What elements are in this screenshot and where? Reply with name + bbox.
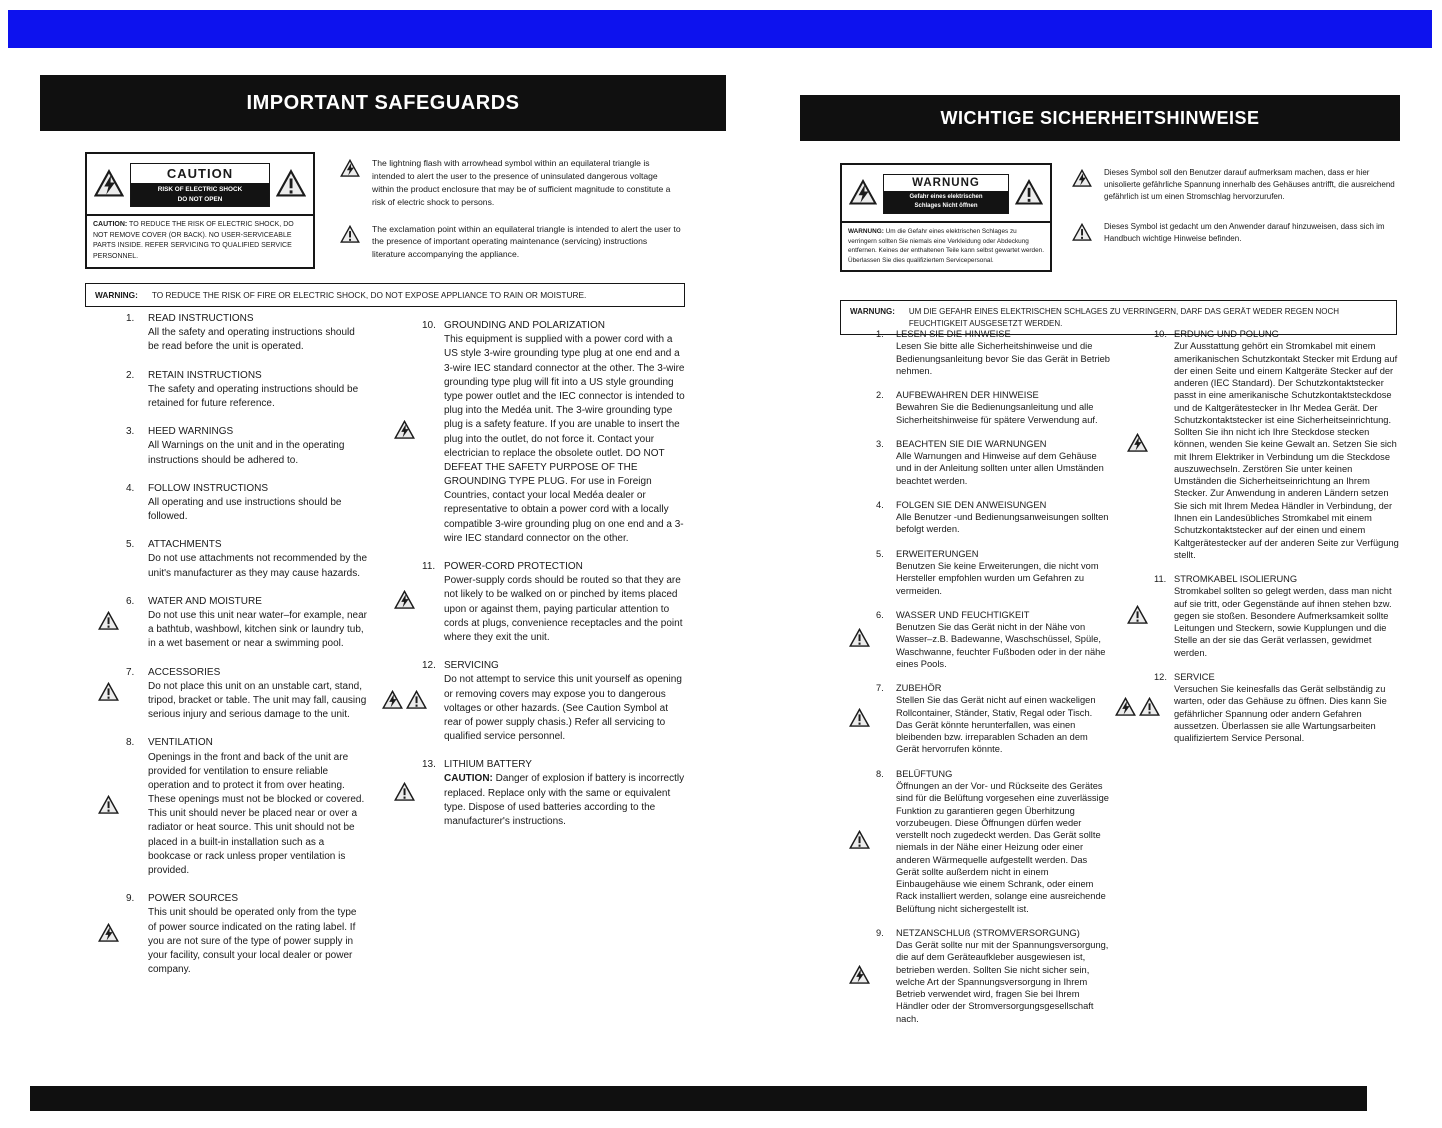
warning-icons <box>90 892 126 977</box>
instruction-number: 4. <box>876 499 884 510</box>
caution-note <box>87 214 313 267</box>
warning-banner-en <box>85 283 685 307</box>
instruction-item <box>842 328 1110 377</box>
instruction-number: 9. <box>876 927 884 938</box>
instruction-heading <box>126 369 367 383</box>
english-page-title: IMPORTANT SAFEGUARDS <box>246 91 520 114</box>
instruction-body: Stellen Sie das Gerät nicht auf einen wackeligen Rollcontainer, Ständer, Stativ, Regal oder Tisch. Das Gerät könnte herunterfallen, was einen bleibenden bzw. irreparablen Schaden an dem Gerät hervorrufen könnte. <box>896 695 1096 755</box>
instruction-number: 5. <box>126 539 135 551</box>
instruction-heading <box>422 758 688 772</box>
instruction-body: Alle Benutzer -und Bedienungsanweisungen sollten befolgt werden. <box>896 512 1109 535</box>
instruction-heading <box>1154 328 1400 340</box>
caution-strip-line: RISK OF ELECTRIC SHOCK <box>157 186 243 193</box>
exclamation-triangle-icon <box>1072 223 1092 246</box>
icon-spacer <box>842 438 876 487</box>
lightning-triangle-icon <box>98 923 119 947</box>
exclamation-triangle-icon <box>98 682 119 706</box>
caution-strip <box>131 183 269 206</box>
instruction-number: 13. <box>422 759 436 771</box>
instruction-number: 10. <box>1154 329 1167 339</box>
instruction-number: 3. <box>876 438 884 449</box>
icon-spacer <box>842 389 876 426</box>
instructions-column-2-de <box>1120 328 1400 757</box>
warning-banner-label: WARNING: <box>95 290 138 300</box>
instruction-item <box>90 369 367 412</box>
instruction-title: LESEN SIE DIE HINWEISE <box>896 329 1011 339</box>
instruction-title: ATTACHMENTS <box>148 539 222 551</box>
caution-strip-line: DO NOT OPEN <box>177 195 223 203</box>
warning-icons <box>90 736 126 878</box>
instruction-heading <box>876 389 1110 401</box>
instruction-item <box>842 768 1110 915</box>
icon-spacer <box>90 482 126 525</box>
caution-word: WARNUNG <box>912 177 980 189</box>
instruction-body: All Warnings on the unit and in the operating instructions should be adhered to. <box>148 440 345 466</box>
instruction-heading <box>126 538 367 552</box>
instruction-number: 8. <box>876 768 884 779</box>
instruction-body: This equipment is supplied with a power cord with a US style 3-wire grounding type plug at one end and a 3-wire IEC standard connector at the other. The 3-wire grounding type plug will fit into a US style grounding type power outlet and the IEC connector is intended to plug into the Medéa unit. The 3-wire grounding type plug is a safety feature. If you are unable to insert the plug into the outlet, do not force it. Contact your electrician to replace the obsolete outlet. DO NOT DEFEAT THE SAFETY PURPOSE OF THE GROUNDING TYPE PLUG. For use in Foreign Countries, contact your local Medéa dealer or representative to obtain a power cord with a locally compatible 3-wire grounding plug on one end and a 3-wire IEC standard connector on the other. <box>444 334 685 544</box>
instruction-body: Benutzen Sie keine Erweiterungen, die nicht vom Hersteller empfohlen wurden um Gefahren zu vermeiden. <box>896 560 1099 596</box>
instruction-item <box>90 666 367 723</box>
instruction-item <box>1120 328 1400 561</box>
caution-note-text: TO REDUCE THE RISK OF ELECTRIC SHOCK, DO NOT REMOVE COVER (OR BACK). NO USER-SERVICEABLE PARTS INSIDE. REFER SERVICING TO QUALIFIED SERVICE PERSONNEL. <box>93 221 294 260</box>
instruction-body: Versuchen Sie keinesfalls das Gerät selbständig zu warten, oder das Gehäuse zu öffnen. Dies kann Sie gefährlicher Spannung oder andern Gefahren aussetzen. Überlassen sie alle Wartungsarbeiten qualifiziertem Service Personal. <box>1174 684 1387 744</box>
instruction-heading <box>876 768 1110 780</box>
instruction-body: Das Gerät sollte nur mit der Spannungsversorgung, die auf dem Geräteaufkleber ausgewiesen ist, betrieben werden. Sollten Sie nicht sicher sein, welche Art der Spannungsversorgung in Ihrem Betrieb verwendet wird, fragen Sie bei Ihrem Händler oder der Stromversorgungsgesellschaft nach. <box>896 940 1109 1024</box>
instruction-heading <box>876 328 1110 340</box>
instruction-heading <box>876 499 1110 511</box>
caution-center <box>130 163 270 207</box>
warning-icons <box>386 560 422 645</box>
instruction-body: Do not use this unit near water–for example, near a bathtub, washbowl, kitchen sink or laundry tub, in a wet basement or near a swimming pool. <box>148 610 368 650</box>
instruction-title: ACCESSORIES <box>148 666 221 678</box>
instruction-number: 1. <box>876 329 884 339</box>
caution-box-top <box>87 154 313 214</box>
warning-banner-text: UM DIE GEFAHR EINES ELEKTRISCHEN SCHLAGES ZU VERRINGERN, DARF DAS GERÄT WEDER REGEN NOCH FEUCHTIGKEIT AUSGESETZT WERDEN. <box>908 307 1340 328</box>
instruction-heading <box>126 425 367 439</box>
english-title-bar <box>40 75 726 131</box>
caution-box-top <box>842 165 1050 221</box>
instruction-body: Do not attempt to service this unit yourself as opening or removing covers may expose you to dangerous voltages or other hazards. (See Caution Symbol at rear of power supply chasis.) Refer all servicing to qualified service personnel. <box>444 674 682 743</box>
instruction-title: POWER-CORD PROTECTION <box>444 561 583 572</box>
instruction-title: SERVICE <box>1174 671 1215 682</box>
instruction-heading <box>126 482 367 496</box>
instruction-item <box>842 609 1110 670</box>
instruction-title: ERWEITERUNGEN <box>896 548 979 559</box>
instruction-item <box>1120 573 1400 659</box>
instruction-title: LITHIUM BATTERY <box>444 759 532 771</box>
instruction-body: Bewahren Sie die Bedienungsanleitung und alle Sicherheitshinweise für spätere Verwendung auf. <box>896 402 1098 425</box>
instruction-heading <box>422 319 688 333</box>
bottom-black-bar <box>30 1086 1367 1111</box>
caution-box-de <box>840 163 1052 272</box>
symbol-note <box>1072 221 1398 246</box>
icon-spacer <box>90 425 126 468</box>
exclamation-triangle-icon <box>849 830 870 852</box>
icon-spacer <box>90 369 126 412</box>
instruction-body: Do not place this unit on an unstable cart, stand, tripod, bracket or table. The unit may fall, causing serious injury and serious damage to the unit. <box>148 680 367 721</box>
warning-banner-text: TO REDUCE THE RISK OF FIRE OR ELECTRIC SHOCK, DO NOT EXPOSE APPLIANCE TO RAIN OR MOISTURE. <box>151 290 587 300</box>
caution-note-label: WARNUNG: <box>848 228 884 235</box>
warning-icons <box>842 609 876 670</box>
icon-spacer <box>842 548 876 597</box>
symbol-notes-de <box>1072 167 1398 264</box>
instruction-title: POWER SOURCES <box>148 893 239 905</box>
instruction-title: BEACHTEN SIE DIE WARNUNGEN <box>896 438 1047 449</box>
instruction-item <box>1120 671 1400 745</box>
instruction-body-label: CAUTION: <box>444 773 496 785</box>
lightning-triangle-icon <box>340 159 360 209</box>
lightning-triangle-icon <box>394 420 415 444</box>
instruction-number: 3. <box>126 426 135 438</box>
instruction-heading <box>876 682 1110 694</box>
instruction-item <box>386 319 688 546</box>
caution-note-text: Um die Gefahr eines elektrischen Schlages zu verringern sollten Sie niemals eine Verkleidung oder Abdeckung entfernen. Keines der enthaltenen Teile kann selbst gewartet werden. Überlassen Sie dies qualifiziertem Servicepersonal. <box>848 228 1044 264</box>
instruction-number: 12. <box>422 660 436 672</box>
instruction-heading <box>1154 573 1400 585</box>
instruction-body: Lesen Sie bitte alle Sicherheitshinweise und die Bedienungsanleitung bevor Sie das Gerät in Betrieb nehmen. <box>896 341 1110 376</box>
instruction-number: 5. <box>876 548 884 559</box>
symbol-note <box>1072 167 1398 203</box>
caution-strip-line: Gefahr eines elektrischen <box>909 194 983 200</box>
lightning-triangle-icon <box>394 590 415 614</box>
symbol-note-text: The lightning flash with arrowhead symbol within an equilateral triangle is intended to alert the user to the presence of uninsulated dangerous voltage within the product enclosure that may be of sufficient magnitude to constitute a risk of electric shock to persons. <box>372 158 671 207</box>
instructions-column-2-en <box>386 319 688 843</box>
instruction-item <box>386 659 688 744</box>
warning-icons <box>1120 328 1154 561</box>
instruction-number: 6. <box>876 609 884 620</box>
instruction-item <box>90 425 367 468</box>
instruction-item <box>90 482 367 525</box>
exclamation-triangle-icon <box>394 782 415 806</box>
exclamation-triangle-icon <box>98 795 119 819</box>
german-title-bar <box>800 95 1400 141</box>
instruction-number: 2. <box>126 369 135 381</box>
instruction-item <box>842 548 1110 597</box>
warning-icons <box>842 682 876 756</box>
instruction-body: All the safety and operating instructions should be read before the unit is operated. <box>148 327 355 353</box>
exclamation-triangle-icon <box>340 225 360 262</box>
exclamation-triangle-icon <box>849 628 870 650</box>
instruction-item <box>386 758 688 829</box>
instruction-item <box>386 560 688 645</box>
lightning-triangle-icon <box>849 179 877 210</box>
icon-spacer <box>842 499 876 536</box>
instruction-item <box>90 736 367 878</box>
instruction-title: HEED WARNINGS <box>148 426 234 438</box>
instruction-heading <box>1154 671 1400 683</box>
instruction-body: The safety and operating instructions should be retained for future reference. <box>148 383 359 409</box>
instruction-number: 10. <box>422 320 436 331</box>
lightning-triangle-icon <box>1127 433 1148 455</box>
instruction-title: NETZANSCHLUß (STROMVERSORGUNG) <box>896 927 1080 938</box>
english-panel <box>40 75 726 1070</box>
instruction-body: CAUTION: Danger of explosion if battery is incorrectly replaced. Replace only with the same or equivalent type. Dispose of used batteries according to the manufacturer's instructions. <box>444 773 685 827</box>
instruction-item <box>90 892 367 977</box>
instruction-item <box>842 499 1110 536</box>
caution-box-en <box>85 152 315 269</box>
lightning-triangle-icon <box>1072 169 1092 203</box>
lightning-triangle-icon <box>849 965 870 987</box>
instruction-body: Openings in the front and back of the unit are provided for ventilation to ensure reliable operation and to protect it from over heating. These openings must not be blocked or covered. This unit should never be placed near or over a radiator or heat source. This unit should not be placed in a built-in installation such as a bookcase or rack unless proper ventilation is provided. <box>148 751 365 876</box>
instruction-body: Power-supply cords should be routed so that they are not likely to be walked on or pinched by items placed upon or against them, paying particular attention to cords at plugs, convenience receptacles and the point where they exit the unit. <box>444 575 683 643</box>
instruction-title: SERVICING <box>444 660 499 672</box>
symbol-notes-en <box>340 157 682 275</box>
instruction-title: FOLLOW INSTRUCTIONS <box>148 482 269 494</box>
exclamation-triangle-icon <box>276 169 306 202</box>
warning-icons <box>90 595 126 652</box>
instruction-number: 7. <box>126 666 135 678</box>
instruction-number: 8. <box>126 737 135 749</box>
instruction-heading <box>126 666 367 680</box>
instruction-item <box>90 595 367 652</box>
caution-word: CAUTION <box>166 166 234 181</box>
icon-spacer <box>90 312 126 355</box>
instruction-title: STROMKABEL ISOLIERUNG <box>1174 574 1298 585</box>
warning-banner-label: WARNUNG: <box>850 307 895 316</box>
instruction-heading <box>422 659 688 673</box>
instruction-item <box>90 538 367 581</box>
instruction-title: WASSER UND FEUCHTIGKEIT <box>896 609 1030 620</box>
instruction-title: BELÜFTUNG <box>896 768 953 779</box>
instruction-item <box>842 682 1110 756</box>
instruction-title: ERDUNG UND POLUNG <box>1174 329 1279 339</box>
instructions-column-1-de <box>842 328 1110 1037</box>
lightning-triangle-icon <box>1115 697 1136 719</box>
warning-icons <box>842 768 876 915</box>
icon-spacer <box>90 538 126 581</box>
symbol-note <box>340 157 682 209</box>
warning-icons <box>1120 671 1154 745</box>
instructions-column-1-en <box>90 312 367 991</box>
instruction-number: 11. <box>1154 574 1167 585</box>
warning-icons <box>842 927 876 1025</box>
instruction-heading <box>422 560 688 574</box>
instruction-title: ZUBEHÖR <box>896 683 942 694</box>
exclamation-triangle-icon <box>1127 605 1148 627</box>
instruction-title: WATER AND MOISTURE <box>148 595 262 607</box>
instruction-body: Stromkabel sollten so gelegt werden, dass man nicht auf sie tritt, oder Gegenstände auf ihnen stehen bzw. gegen sie stoßen. Besondere Aufmerksamkeit sollte Leitungen und Steckern, sowie Kupplungen und die Stelle an der sie das Gerät verlassen, gewidmet werden. <box>1174 586 1392 658</box>
warning-icons <box>386 659 422 744</box>
warning-icons <box>386 319 422 546</box>
instruction-body: All operating and use instructions should be followed. <box>148 496 342 523</box>
caution-note-label: CAUTION: <box>93 221 128 229</box>
instruction-body: Benutzen Sie das Gerät nicht in der Nähe von Wasser–z.B. Badewanne, Waschschüssel, Spüle, Waschwanne, feuchter Fußboden oder in der nähe eines Pools. <box>896 622 1106 669</box>
instruction-body: Zur Ausstattung gehört ein Stromkabel mit einem amerikanischen Schutzkontakt Stecker mit Erdung auf der einen Seite und einem Kaltgeräte Stecker auf der anderen (IEC Standard). Der Schutzkontaktstecker passt in eine amerikanische Schutzkontaktsteckdose und de Kaltgerätestecker in Ihr Medea Gerät. Der Schutzkontaktstecker ist eine Sicherheitseinrichtung. Sollten Sie ihn nicht ich Ihre Steckdose stecken können, wenden Sie keine Gewalt an. Setzen Sie sich mit Ihrem Elektriker in Verbindung um die Steckdose auszuwechseln. Zerstören Sie unter keinen Umständen die Sicherheitseinrichtung an Ihrem Stecker. Zur Anwendung in anderen Ländern setzen Sie sich mit Ihrem Medea Händler in Verbindung, der Ihnen ein Landesübliches Stromkabel mit einem Schutzkontaktstecker auf der einen und einem Kaltgerätestecker auf der anderen Seite zur Verfügung stellt. <box>1174 341 1399 560</box>
instruction-number: 9. <box>126 893 135 905</box>
instruction-heading <box>876 548 1110 560</box>
instruction-number: 1. <box>126 313 135 324</box>
instruction-item <box>90 312 367 355</box>
exclamation-triangle-icon <box>98 611 119 635</box>
exclamation-triangle-icon <box>1015 179 1043 210</box>
symbol-note-text: Dieses Symbol soll den Benutzer darauf aufmerksam machen, dass er hier unisolierte gefährliche Spannung innerhalb des Gehäuses antrifft, die ausreichend gefährlich ist um einen Stromschlag hervorzurufen. <box>1104 168 1395 201</box>
instruction-body: This unit should be operated only from the type of power source indicated on the rating label. If you are not sure of the type of power supply in your facility, consult your local dealer or power company. <box>148 907 357 976</box>
icon-spacer <box>842 328 876 377</box>
german-panel <box>800 95 1400 1070</box>
instruction-title: AUFBEWAHREN DER HINWEISE <box>896 390 1039 401</box>
symbol-note-text: The exclamation point within an equilateral triangle is intended to alert the user to the presence of important operating maintenance (servicing) instructions literature accompanying the appliance. <box>372 223 681 260</box>
warning-icons <box>386 758 422 829</box>
instruction-body: Do not use attachments not recommended by the unit's manufacturer as they may cause hazards. <box>148 553 368 579</box>
instruction-heading <box>876 927 1110 939</box>
instruction-title: RETAIN INSTRUCTIONS <box>148 369 262 381</box>
symbol-note-text: Dieses Symbol ist gedacht um den Anwender darauf hinzuweisen, dass sich im Handbuch wichtige Hinweise befinden. <box>1104 222 1385 243</box>
instruction-title: READ INSTRUCTIONS <box>148 313 254 324</box>
warning-icons <box>1120 573 1154 659</box>
instruction-item <box>842 438 1110 487</box>
instruction-title: GROUNDING AND POLARIZATION <box>444 320 605 331</box>
caution-note <box>842 221 1050 270</box>
instruction-number: 2. <box>876 390 884 401</box>
instruction-heading <box>876 609 1110 621</box>
exclamation-triangle-icon <box>849 708 870 730</box>
instruction-body: Alle Warnungen and Hinweise auf dem Gehäuse und in der Anleitung sollten unter allen Umständen beachtet werden. <box>896 451 1104 486</box>
instruction-heading <box>126 595 367 609</box>
german-page-title: WICHTIGE SICHERHEITSHINWEISE <box>940 107 1260 128</box>
instruction-title: FOLGEN SIE DEN ANWEISUNGEN <box>896 499 1047 510</box>
instruction-number: 7. <box>876 683 884 694</box>
instruction-number: 12. <box>1154 671 1167 682</box>
caution-strip <box>884 191 1008 213</box>
instruction-heading <box>876 438 1110 450</box>
caution-center <box>883 174 1009 214</box>
instruction-number: 4. <box>126 482 135 494</box>
top-blue-bar <box>8 10 1432 48</box>
warning-icons <box>90 666 126 723</box>
caution-strip-line: Schlages Nicht öffnen <box>914 203 978 209</box>
instruction-item <box>842 927 1110 1025</box>
instruction-item <box>842 389 1110 426</box>
instruction-heading <box>126 736 367 750</box>
instruction-number: 11. <box>422 561 436 572</box>
instruction-heading <box>126 312 367 326</box>
instruction-body: Öffnungen an der Vor- und Rückseite des Gerätes sind für die Belüftung vorgesehen eine zuverlässige Funktion zu garantieren gegen Überhitzung vorzubeugen. Diese Öffnungen dürfen weder verstellt noch zugedeckt werden. Das Gerät sollte niemals in der Nähe einer Heizung oder einer anderen Wärmequelle aufgestellt werden. Das Gerät sollte außerdem nicht in einem Einbaugehäuse wie einem Schrank, oder einem Rack installiert werden, solange eine ausreichende Belüftung nicht sichergestellt ist. <box>896 780 1109 914</box>
symbol-note <box>340 223 682 262</box>
instruction-title: VENTILATION <box>148 737 213 749</box>
lightning-triangle-icon <box>94 169 124 202</box>
instruction-number: 6. <box>126 595 135 607</box>
lightning-triangle-icon <box>382 690 403 714</box>
instruction-heading <box>126 892 367 906</box>
